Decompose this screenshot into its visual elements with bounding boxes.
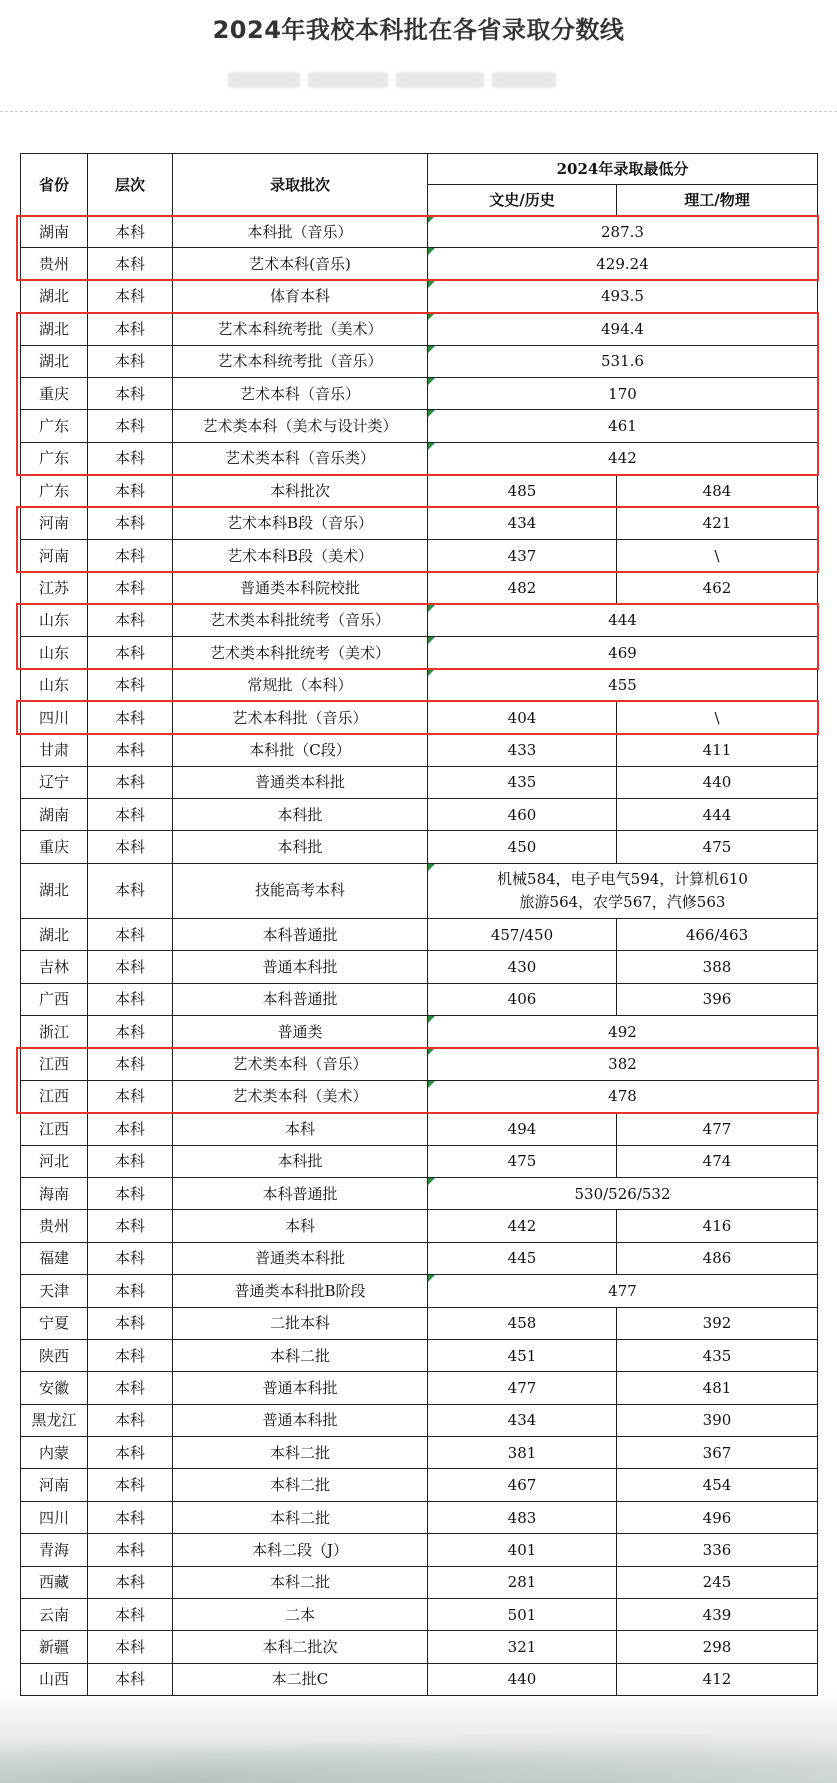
table-row [21, 410, 818, 442]
cell-level: 本科 [88, 734, 173, 766]
cell-score-arts: 477 [428, 1372, 617, 1404]
cell-level: 本科 [88, 248, 173, 280]
cell-batch: 本科二批 [173, 1566, 428, 1598]
cell-level: 本科 [88, 766, 173, 798]
cell-score-science: 412 [617, 1663, 818, 1695]
cell-score-arts: 406 [428, 983, 617, 1015]
cell-province: 河南 [21, 507, 88, 539]
page-title: 2024年我校本科批在各省录取分数线 [212, 16, 625, 44]
cell-province: 甘肃 [21, 734, 88, 766]
cell-score-arts: 494 [428, 1113, 617, 1145]
cell-score-science: 390 [617, 1404, 818, 1436]
cell-batch: 本科批（C段） [173, 734, 428, 766]
table-row [21, 831, 818, 863]
cell-province: 广东 [21, 475, 88, 507]
cell-batch: 普通类 [173, 1015, 428, 1047]
cell-score-arts: 430 [428, 951, 617, 983]
cell-batch: 二批本科 [173, 1307, 428, 1339]
table-row [21, 539, 818, 571]
cell-batch: 艺术本科批（音乐） [173, 701, 428, 733]
cell-level: 本科 [88, 1469, 173, 1501]
cell-province: 天津 [21, 1275, 88, 1307]
cell-level: 本科 [88, 604, 173, 636]
table-row [21, 1307, 818, 1339]
cell-score-science: 444 [617, 799, 818, 831]
cell-province: 辽宁 [21, 766, 88, 798]
score-table-container [20, 153, 817, 1696]
table-row [21, 1080, 818, 1112]
score-text: 442 [608, 449, 637, 468]
table-row [21, 507, 818, 539]
cell-province: 湖北 [21, 918, 88, 950]
cell-province: 山西 [21, 1663, 88, 1695]
cell-score-arts: 404 [428, 701, 617, 733]
cell-score-science: 367 [617, 1437, 818, 1469]
cell-province: 海南 [21, 1177, 88, 1209]
cell-batch: 本科二段（J） [173, 1534, 428, 1566]
cell-batch: 艺术类本科批统考（美术） [173, 637, 428, 669]
cell-score-science: 421 [617, 507, 818, 539]
table-row [21, 701, 818, 733]
table-row [21, 1113, 818, 1145]
cell-score-science: 496 [617, 1501, 818, 1533]
score-text: 531.6 [601, 352, 644, 371]
cell-batch: 技能高考本科 [173, 863, 428, 918]
cell-score-merged [428, 410, 818, 442]
cell-level: 本科 [88, 1663, 173, 1695]
cell-score-arts: 451 [428, 1339, 617, 1371]
score-text: 469 [608, 643, 637, 662]
cell-batch: 本科批 [173, 799, 428, 831]
cell-level: 本科 [88, 1307, 173, 1339]
cell-province: 山东 [21, 604, 88, 636]
cell-batch: 常规批（本科） [173, 669, 428, 701]
cell-score-science: 486 [617, 1242, 818, 1274]
table-row [21, 377, 818, 409]
cell-province: 山东 [21, 669, 88, 701]
blurred-article-meta [228, 70, 568, 90]
header-level: 层次 [88, 154, 173, 216]
cell-batch: 普通类本科批B阶段 [173, 1275, 428, 1307]
score-text: 170 [608, 384, 637, 403]
cell-level: 本科 [88, 1242, 173, 1274]
cell-score-merged [428, 637, 818, 669]
cell-batch: 本科二批 [173, 1469, 428, 1501]
cell-score-science: 440 [617, 766, 818, 798]
cell-level: 本科 [88, 1437, 173, 1469]
cell-score-arts: 437 [428, 539, 617, 571]
cell-score-science: 411 [617, 734, 818, 766]
cell-level: 本科 [88, 410, 173, 442]
cell-level: 本科 [88, 701, 173, 733]
cell-score-arts: 281 [428, 1566, 617, 1598]
cell-province: 河南 [21, 1469, 88, 1501]
cell-score-arts: 434 [428, 507, 617, 539]
table-row [21, 951, 818, 983]
cell-score-arts: 450 [428, 831, 617, 863]
cell-score-merged [428, 669, 818, 701]
cell-province: 湖南 [21, 216, 88, 248]
table-row [21, 983, 818, 1015]
cell-batch: 体育本科 [173, 280, 428, 312]
cell-level: 本科 [88, 377, 173, 409]
cell-score-merged [428, 1048, 818, 1080]
header-batch: 录取批次 [173, 154, 428, 216]
score-text: 477 [608, 1281, 637, 1300]
cell-score-science: 392 [617, 1307, 818, 1339]
score-text: 494.4 [601, 319, 644, 338]
cell-score-arts: 485 [428, 475, 617, 507]
cell-province: 山东 [21, 637, 88, 669]
cell-level: 本科 [88, 983, 173, 1015]
table-row [21, 604, 818, 636]
cell-score-arts: 433 [428, 734, 617, 766]
cell-province: 江西 [21, 1080, 88, 1112]
table-row [21, 345, 818, 377]
score-text: 444 [608, 611, 637, 630]
cell-batch: 本科普通批 [173, 1177, 428, 1209]
score-text: 382 [608, 1055, 637, 1074]
cell-province: 贵州 [21, 1210, 88, 1242]
cell-score-merged [428, 248, 818, 280]
cell-province: 重庆 [21, 377, 88, 409]
cell-score-arts: 482 [428, 572, 617, 604]
cell-score-science: 416 [617, 1210, 818, 1242]
cell-province: 吉林 [21, 951, 88, 983]
cell-province: 广东 [21, 410, 88, 442]
table-row [21, 1210, 818, 1242]
table-row [21, 1631, 818, 1663]
cell-score-merged [428, 345, 818, 377]
header-arts: 文史/历史 [428, 185, 617, 216]
cell-province: 江苏 [21, 572, 88, 604]
cell-score-merged [428, 604, 818, 636]
cell-level: 本科 [88, 313, 173, 345]
table-row [21, 669, 818, 701]
cell-level: 本科 [88, 951, 173, 983]
cell-level: 本科 [88, 1145, 173, 1177]
cell-level: 本科 [88, 1566, 173, 1598]
cell-level: 本科 [88, 1080, 173, 1112]
cell-score-arts: 440 [428, 1663, 617, 1695]
table-row [21, 475, 818, 507]
cell-batch: 本科批次 [173, 475, 428, 507]
cell-batch: 本科二批次 [173, 1631, 428, 1663]
table-row [21, 1339, 818, 1371]
table-body [21, 216, 818, 1696]
cell-province: 广西 [21, 983, 88, 1015]
score-text: 461 [608, 417, 637, 436]
cell-level: 本科 [88, 1275, 173, 1307]
cell-score-science: 484 [617, 475, 818, 507]
cell-batch: 本科二批 [173, 1437, 428, 1469]
cell-score-science: 477 [617, 1113, 818, 1145]
cell-province: 湖北 [21, 313, 88, 345]
cell-score-science: 462 [617, 572, 818, 604]
table-row [21, 1275, 818, 1307]
cell-batch: 普通本科批 [173, 1372, 428, 1404]
cell-batch: 普通本科批 [173, 951, 428, 983]
cell-province: 青海 [21, 1534, 88, 1566]
cell-province: 湖北 [21, 863, 88, 918]
cell-score-science: 336 [617, 1534, 818, 1566]
cell-score-merged [428, 216, 818, 248]
cell-province: 福建 [21, 1242, 88, 1274]
cell-level: 本科 [88, 539, 173, 571]
cell-score-arts: 445 [428, 1242, 617, 1274]
cell-score-arts: 475 [428, 1145, 617, 1177]
cell-batch: 艺术本科（音乐） [173, 377, 428, 409]
cell-score-arts: 381 [428, 1437, 617, 1469]
cell-province: 重庆 [21, 831, 88, 863]
cell-batch: 本科普通批 [173, 983, 428, 1015]
cell-province: 云南 [21, 1599, 88, 1631]
cell-level: 本科 [88, 442, 173, 474]
cell-batch: 二本 [173, 1599, 428, 1631]
score-text-line2: 旅游564，农学567，汽修563 [519, 892, 726, 911]
cell-province: 宁夏 [21, 1307, 88, 1339]
cell-score-arts: 501 [428, 1599, 617, 1631]
header-province: 省份 [21, 154, 88, 216]
cell-score-arts: 442 [428, 1210, 617, 1242]
cell-batch: 艺术本科(音乐) [173, 248, 428, 280]
table-row [21, 1048, 818, 1080]
table-row [21, 1177, 818, 1209]
cell-score-arts: 458 [428, 1307, 617, 1339]
table-row [21, 918, 818, 950]
header-science: 理工/物理 [617, 185, 818, 216]
cell-score-merged [428, 313, 818, 345]
cell-province: 浙江 [21, 1015, 88, 1047]
cell-level: 本科 [88, 1599, 173, 1631]
cell-province: 江西 [21, 1048, 88, 1080]
cell-level: 本科 [88, 1372, 173, 1404]
cell-level: 本科 [88, 1404, 173, 1436]
cell-level: 本科 [88, 863, 173, 918]
table-row [21, 313, 818, 345]
table-row [21, 248, 818, 280]
cell-batch: 艺术本科统考批（音乐） [173, 345, 428, 377]
cell-batch: 艺术类本科（音乐） [173, 1048, 428, 1080]
cell-batch: 本科普通批 [173, 918, 428, 950]
cell-province: 江西 [21, 1113, 88, 1145]
cell-level: 本科 [88, 1631, 173, 1663]
cell-level: 本科 [88, 1015, 173, 1047]
cell-score-science: 466/463 [617, 918, 818, 950]
cell-province: 陕西 [21, 1339, 88, 1371]
cell-level: 本科 [88, 507, 173, 539]
cell-score-science: 439 [617, 1599, 818, 1631]
cell-score-merged [428, 280, 818, 312]
score-text: 530/526/532 [574, 1184, 671, 1203]
cell-score-science: 481 [617, 1372, 818, 1404]
table-row [21, 1534, 818, 1566]
cell-score-arts: 467 [428, 1469, 617, 1501]
title-divider [0, 111, 837, 112]
cell-score-merged [428, 377, 818, 409]
cell-score-science: 396 [617, 983, 818, 1015]
cell-batch: 普通类本科院校批 [173, 572, 428, 604]
cell-batch: 艺术类本科（美术） [173, 1080, 428, 1112]
cell-level: 本科 [88, 1210, 173, 1242]
table-row [21, 1145, 818, 1177]
cell-batch: 本二批C [173, 1663, 428, 1695]
cell-level: 本科 [88, 216, 173, 248]
cell-province: 四川 [21, 701, 88, 733]
cell-score-arts: 434 [428, 1404, 617, 1436]
cell-level: 本科 [88, 637, 173, 669]
cell-level: 本科 [88, 1501, 173, 1533]
cell-score-merged [428, 1015, 818, 1047]
table-row [21, 1372, 818, 1404]
cell-province: 安徽 [21, 1372, 88, 1404]
score-text: 455 [608, 676, 637, 695]
admission-score-table [20, 153, 818, 1696]
cell-level: 本科 [88, 1339, 173, 1371]
score-text: 287.3 [601, 222, 644, 241]
cell-score-arts: 321 [428, 1631, 617, 1663]
cell-level: 本科 [88, 345, 173, 377]
cell-batch: 艺术本科B段（音乐） [173, 507, 428, 539]
cell-batch: 艺术类本科（音乐类） [173, 442, 428, 474]
table-row [21, 734, 818, 766]
table-row [21, 280, 818, 312]
table-row [21, 863, 818, 918]
cell-score-science: 474 [617, 1145, 818, 1177]
cell-batch: 普通类本科批 [173, 766, 428, 798]
cell-province: 四川 [21, 1501, 88, 1533]
header-score-group: 2024年录取最低分 [428, 154, 818, 185]
cell-batch: 本科批（音乐） [173, 216, 428, 248]
table-row [21, 1599, 818, 1631]
cell-batch: 艺术类本科（美术与设计类） [173, 410, 428, 442]
cell-score-arts: 401 [428, 1534, 617, 1566]
cell-score-arts: 460 [428, 799, 617, 831]
cell-score-merged [428, 863, 818, 918]
cell-batch: 本科二批 [173, 1501, 428, 1533]
cell-score-arts: 457/450 [428, 918, 617, 950]
table-row [21, 1469, 818, 1501]
cell-score-merged [428, 1275, 818, 1307]
cell-batch: 本科 [173, 1113, 428, 1145]
cell-level: 本科 [88, 1048, 173, 1080]
cell-batch: 本科 [173, 1210, 428, 1242]
cell-level: 本科 [88, 280, 173, 312]
cell-province: 湖北 [21, 345, 88, 377]
table-row [21, 799, 818, 831]
cell-province: 湖南 [21, 799, 88, 831]
cell-score-science: 388 [617, 951, 818, 983]
cell-score-merged [428, 1080, 818, 1112]
cell-batch: 艺术类本科批统考（音乐） [173, 604, 428, 636]
table-row [21, 1663, 818, 1695]
table-row [21, 1437, 818, 1469]
table-row [21, 1404, 818, 1436]
cell-score-science: \ [617, 539, 818, 571]
cell-level: 本科 [88, 1534, 173, 1566]
cell-score-science: 298 [617, 1631, 818, 1663]
cell-batch: 本科二批 [173, 1339, 428, 1371]
cell-province: 贵州 [21, 248, 88, 280]
table-row [21, 1242, 818, 1274]
cell-score-science: 435 [617, 1339, 818, 1371]
cell-batch: 艺术本科B段（美术） [173, 539, 428, 571]
cell-level: 本科 [88, 918, 173, 950]
cell-province: 内蒙 [21, 1437, 88, 1469]
cell-batch: 普通本科批 [173, 1404, 428, 1436]
cell-province: 河南 [21, 539, 88, 571]
cell-level: 本科 [88, 799, 173, 831]
table-row [21, 766, 818, 798]
score-text: 478 [608, 1087, 637, 1106]
table-row [21, 1501, 818, 1533]
table-row [21, 216, 818, 248]
score-text: 493.5 [601, 287, 644, 306]
cell-level: 本科 [88, 475, 173, 507]
cell-level: 本科 [88, 1177, 173, 1209]
score-text: 机械584，电子电气594，计算机610 [497, 869, 748, 888]
cell-province: 西藏 [21, 1566, 88, 1598]
score-text: 429.24 [596, 255, 649, 274]
cell-score-science: \ [617, 701, 818, 733]
table-row [21, 572, 818, 604]
cell-province: 黑龙江 [21, 1404, 88, 1436]
cell-province: 广东 [21, 442, 88, 474]
cell-score-merged [428, 442, 818, 474]
cell-batch: 普通类本科批 [173, 1242, 428, 1274]
cell-score-science: 245 [617, 1566, 818, 1598]
cell-level: 本科 [88, 572, 173, 604]
cell-province: 新疆 [21, 1631, 88, 1663]
cell-score-science: 475 [617, 831, 818, 863]
cell-batch: 本科批 [173, 831, 428, 863]
cell-province: 湖北 [21, 280, 88, 312]
cell-score-science: 454 [617, 1469, 818, 1501]
cell-level: 本科 [88, 669, 173, 701]
cell-level: 本科 [88, 1113, 173, 1145]
cell-score-arts: 483 [428, 1501, 617, 1533]
table-row [21, 1015, 818, 1047]
table-row [21, 442, 818, 474]
cell-score-merged [428, 1177, 818, 1209]
table-row [21, 637, 818, 669]
cell-score-arts: 435 [428, 766, 617, 798]
table-row [21, 1566, 818, 1598]
background-campus-image [0, 1688, 837, 1783]
cell-batch: 本科批 [173, 1145, 428, 1177]
cell-level: 本科 [88, 831, 173, 863]
cell-batch: 艺术本科统考批（美术） [173, 313, 428, 345]
score-text: 492 [608, 1022, 637, 1041]
cell-province: 河北 [21, 1145, 88, 1177]
